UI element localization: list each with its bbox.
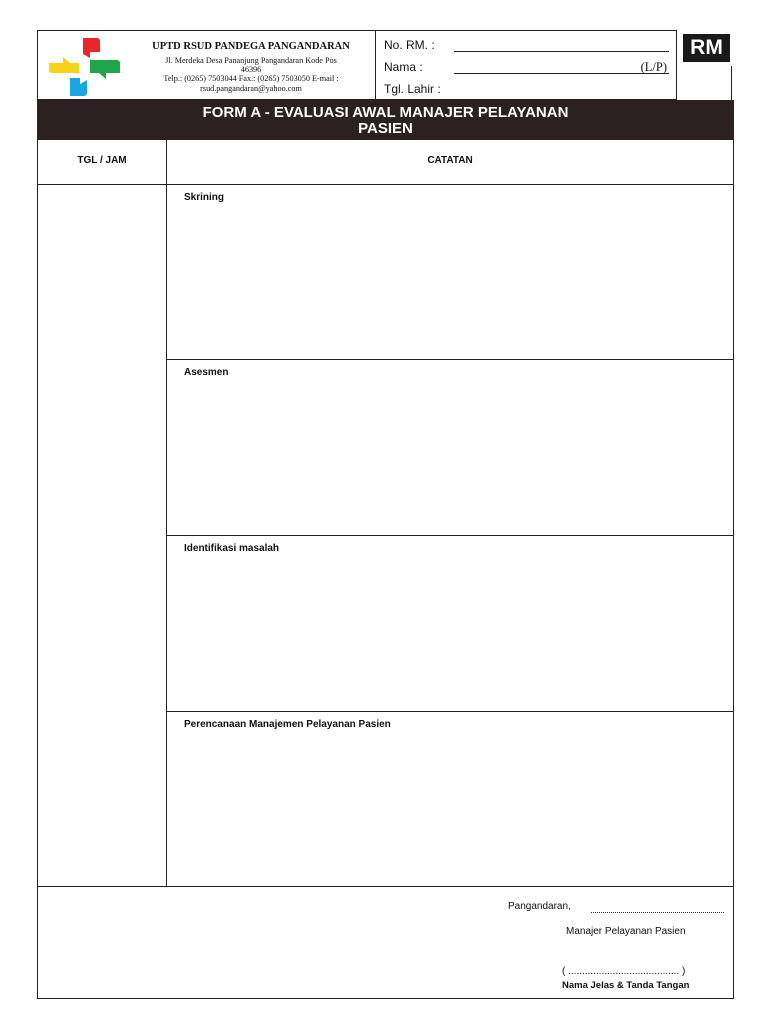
section-skrining[interactable] [167,185,733,360]
rm-divider [731,66,732,100]
hospital-block [38,31,376,99]
section-identifikasi-masalah[interactable] [167,536,733,712]
section-label: Asesmen [184,367,229,378]
signature-field[interactable]: ( ........................................ ) [562,966,686,977]
date-field[interactable] [591,903,724,913]
hospital-logo-icon [47,36,121,98]
name-field[interactable] [454,73,669,74]
hospital-address-line: rsud.pangandaran@yahoo.com [200,83,302,93]
signature-footer [37,886,734,999]
patient-info-block [377,31,677,99]
role-label: Manajer Pelayanan Pasien [566,926,686,937]
table-header [38,140,733,185]
column-header-date: TGL / JAM [77,155,127,166]
form-title-bar [37,100,734,140]
dob-row [384,82,669,98]
rm-number-label: No. RM. : [384,38,435,52]
name-signature-label: Nama Jelas & Tanda Tangan [562,980,690,991]
hospital-address-line: Telp.: (0265) 7503044 Fax.: (0265) 7503050 E-mail : [163,74,339,84]
hospital-address-line: Jl. Merdeka Desa Pananjung Pangandaran Kode Pos [165,56,337,65]
section-label: Identifikasi masalah [184,543,280,554]
notes-table [37,140,734,887]
dob-label: Tgl. Lahir : [384,82,441,96]
rm-badge: RM [683,34,730,62]
section-label: Perencanaan Manajemen Pelayanan Pasien [184,719,391,730]
hospital-name: UPTD RSUD PANDEGA PANGANDARAN [152,41,350,52]
section-asesmen[interactable] [167,360,733,536]
name-label: Nama : [384,60,423,74]
gender-label: (L/P) [640,60,667,74]
form-title-line-1: FORM A - EVALUASI AWAL MANAJER PELAYANAN [202,104,569,121]
section-perencanaan[interactable] [167,712,733,887]
name-row [384,60,669,76]
place-label: Pangandaran, [508,901,571,912]
rm-number-row [384,38,669,54]
section-label: Skrining [184,192,225,203]
header-box [37,30,677,100]
rm-number-field[interactable] [454,51,669,52]
form-title-line-2: PASIEN [358,120,413,137]
column-header-notes: CATATAN [427,155,473,166]
hospital-address-line: 46396 [240,65,262,75]
